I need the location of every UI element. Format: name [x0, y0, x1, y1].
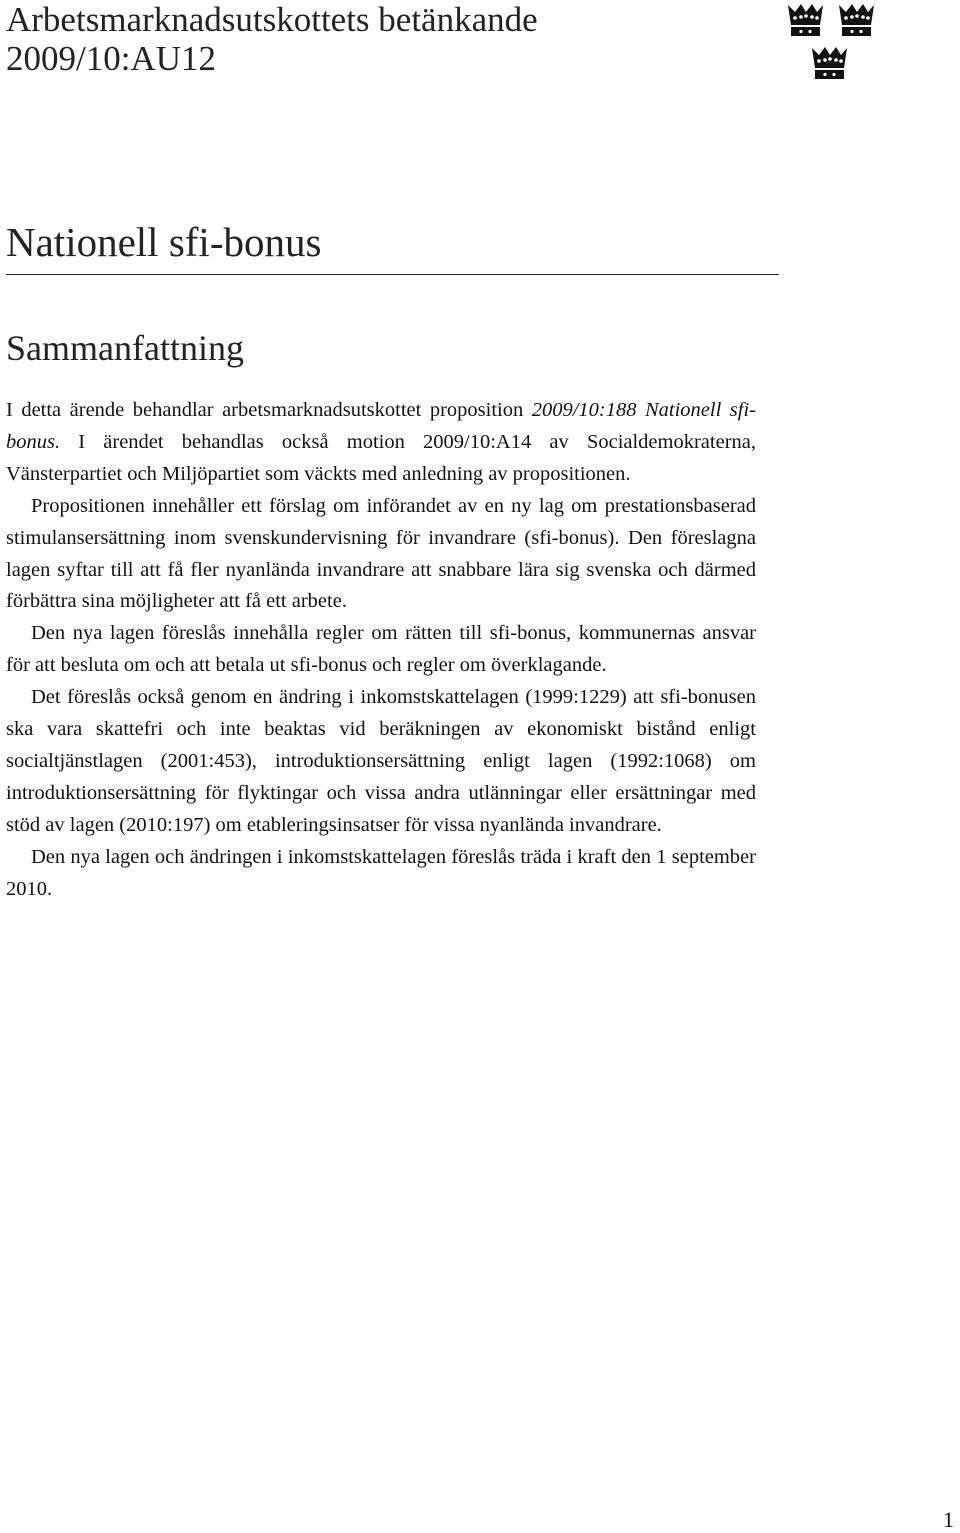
section-heading: Sammanfattning [6, 328, 244, 368]
proposition-reference: 2009/10:188 Nationell sfi-bonus. [6, 399, 756, 453]
paragraph-intro: I detta ärende behandlar arbetsmarknadsutskottet proposition [6, 399, 532, 421]
page-title: Nationell sfi-bonus [6, 219, 322, 265]
summary-paragraph: Den nya lagen föreslås innehålla regler om rätten till sfi-bonus, kommunernas ansvar för att besluta om och att betala ut sfi-bonus och regler om överklagande. [6, 622, 756, 677]
summary-body [6, 395, 756, 906]
page-number: 1 [943, 1507, 954, 1532]
title-divider [6, 274, 779, 275]
paragraph-rest: I ärendet behandlas också motion 2009/10:A14 av Socialdemokraterna, Vänsterpartiet och Miljöpartiet som väckts med anledning av propositionen. [6, 430, 756, 485]
summary-paragraph: Det föreslås också genom en ändring i inkomstskattelagen (1999:1229) att sfi-bonusen ska vara skattefri och inte beaktas vid beräkningen av ekonomiskt bistånd enligt socialtjänstlagen (2001:453), introduktionsersättning enligt lagen (1992:1068) om introduktionsersättning för flyktingar och vissa andra utlänningar eller ersättningar med stöd av lagen (2010:197) om etableringsinsatser för vissa nyanlända invandrare. [6, 686, 756, 836]
report-name: Arbetsmarknadsutskottets betänkande [6, 0, 538, 39]
document-header [6, 0, 766, 78]
report-number: 2009/10:AU12 [6, 39, 216, 78]
summary-paragraph: Den nya lagen och ändringen i inkomstskattelagen föreslås träda i kraft den 1 september 2010. [6, 845, 756, 900]
summary-paragraph: Propositionen innehåller ett förslag om införandet av en ny lag om prestationsbaserad stimulansersättning inom svenskundervisning för invandrare (sfi-bonus). Den föreslagna lagen syftar till att få fler nyanlända invandrare att snabbare lära sig svenska och därmed förbättra sina möjligheter att få ett arbete. [6, 494, 756, 613]
three-crowns-icon [784, 0, 894, 88]
summary-paragraph [6, 395, 756, 491]
